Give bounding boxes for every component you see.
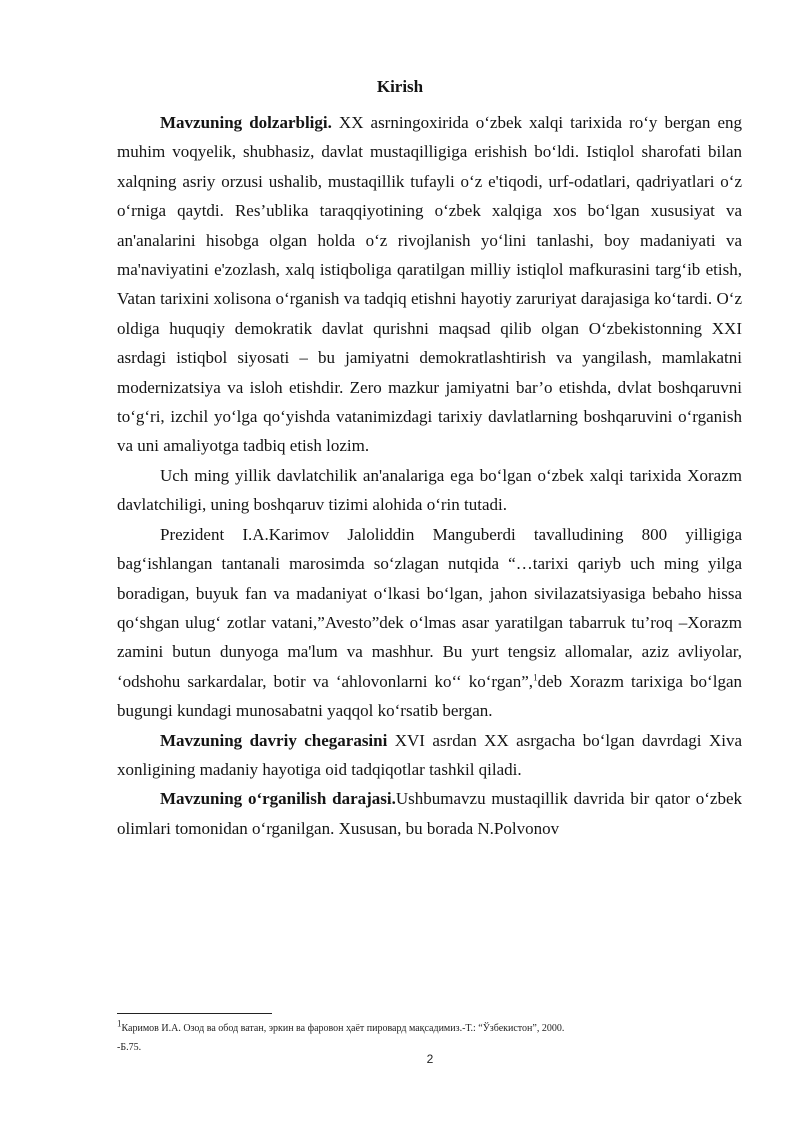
paragraph-president-quote [117, 520, 742, 726]
footnote-mark: 1 [117, 1018, 122, 1029]
paragraph-lead: Mavzuning dolzarbligi. [160, 113, 332, 132]
paragraph-text: Uch ming yillik davlatchilik an'analariga ega bo‘lgan o‘zbek xalqi tarixida Xorazm davlatchiligi, uning boshqaruv tizimi alohida o‘rin tutadi. [117, 465, 742, 515]
paragraph-text: Ushbumavzu mustaqillik davrida bir qator o‘zbek olimlari tomonidan o‘rganilgan. Xususan, bu borada N.Polvonov [117, 789, 742, 838]
page-number: 2 [426, 1052, 434, 1066]
paragraph-text: XX asrningoxirida o‘zbek xalqi tarixida ro‘y bergan eng muhim voqyelik, shubhasiz, davlat mustaqilligiga erishish bo‘ldi. Istiqlol sharofati bilan xalqning asriy orzusi ushalib, mustaqillik tufayli o‘z e'tiqodi, urf-odatlari, qadriyatlari o‘z o‘rniga qaytdi. Res’ublika taraqqiyotining o‘zbek xalqiga xos bo‘lgan xususiyat va an'analarini hisobga olgan holda o‘z rivojlanish yo‘lini tanlashi, boy madaniyati va ma'naviyatini e'zozlash, xalq istiqboliga qaratilgan milliy istiqlol mafkurasini targ‘ib etish, Vatan tarixini xolisona o‘rganish va tadqiq etishni hayotiy zaruriyat darajasiga ko‘tardi. O‘z oldiga huquqiy demokratik davlat qurishni maqsad qilib olgan O‘zbekistonning XXI asrdagi istiqbol siyosati – bu jamiyatni demokratlashtirish va yangilash, mamlakatni modernizatsiya va isloh etishdir. Zero mazkur jamiyatni bar’o etishda, dvlat boshqaruvni to‘g‘ri, izchil yo‘lga qo‘yishda vatanimizdagi tarixiy davlatlarning boshqaruvini o‘rganish va uni amaliyotga tadbiq etish lozim. [117, 113, 742, 456]
paragraph-lead: Mavzuning o‘rganilish darajasi. [160, 789, 396, 809]
paragraph-relevance [117, 108, 742, 461]
paragraph-text: XVI asrdan XX asrgacha bo‘lgan davrdagi Xiva xonligining madaniy hayotiga oid tadqiqotlar tashkil qiladi. [117, 730, 742, 779]
page-heading: Kirish [376, 77, 424, 96]
footnote-text: Каримов И.А. Озод ва обод ватан, эркин ва фаровон ҳаёт пировард мақсадимиз.-Т.: “Ўзбекистон”, 2000. [121, 1023, 565, 1034]
paragraph-period [117, 726, 742, 785]
paragraph-study-level [117, 784, 742, 843]
paragraph-text: deb Xorazm tarixiga bo‘lgan bugungi kundagi munosabatni yaqqol ko‘rsatib bergan. [117, 671, 742, 721]
paragraph-text: Prezident I.A.Karimov Jaloliddin Manguberdi tavalludining 800 yilligiga bag‘ishlangan tantanali marosimda so‘zlagan nutqida “…tarixi qariyb uch ming yilga boradigan, buyuk fan va madaniyat o‘lkasi bo‘lgan, jahon sivilazatsiyasiga bebaho hissa qo‘shgan ulug‘ zotlar vatani,”Avesto”dek o‘lmas asar yaratilgan tabarruk tu’roq –Xorazm zamini butun dunyoga ma'lum va mashhur. Bu yurt tengsiz allomalar, aziz avliyolar, ‘odshohu sarkardalar, botir va ‘ahlovonlarni ko‘‘ ko‘rgan”, [117, 524, 742, 691]
paragraph-lead: Mavzuning davriy chegarasini [160, 730, 388, 750]
body-text [117, 108, 742, 843]
paragraph-khorezm [117, 461, 742, 520]
footnote-line [117, 1019, 737, 1038]
footnote-separator [117, 1013, 272, 1014]
footnote-reference[interactable]: 1 [533, 672, 538, 683]
footnote-line: -Б.75. [117, 1042, 142, 1053]
